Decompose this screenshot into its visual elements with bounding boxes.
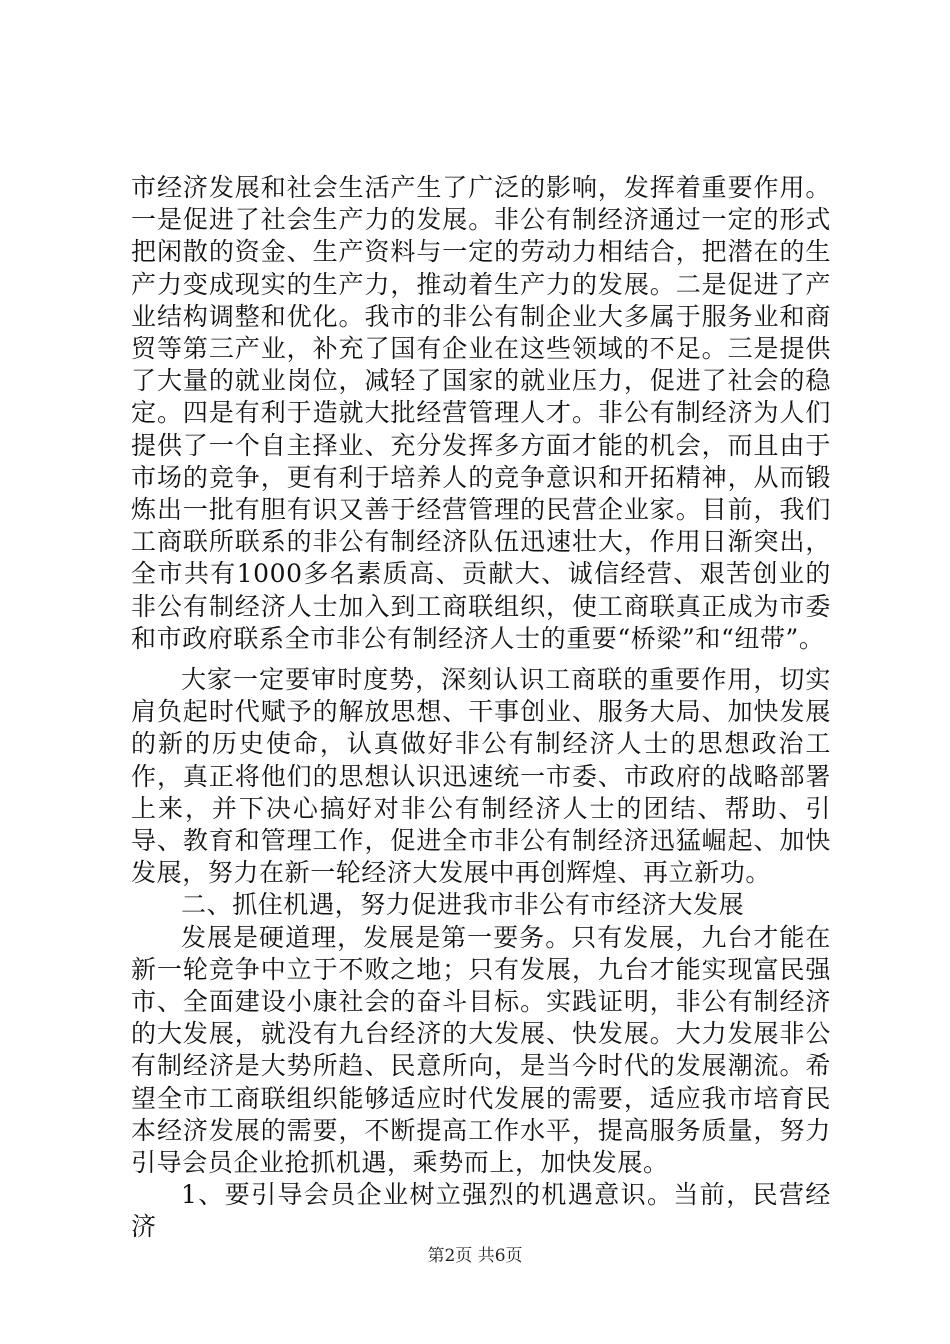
paragraph-development: 发展是硬道理，发展是第一要务。只有发展，九台才能在新一轮竞争中立于不败之地；只有发展，九台才能实现富民强市、全面建设小康社会的奋斗目标。实践证明，非公有制经济的大发展，就没有九台经济的大发展、快发展。大力发展非公有制经济是大势所趋、民意所向，是当今时代的发展潮流。希望全市工商联组织能够适应时代发展的需要，适应我市培育民本经济发展的需要，不断提高工作水平，提高服务质量，努力引导会员企业抢抓机遇，乘势而上，加快发展。	[131, 922, 831, 1178]
body-text-main	[131, 664, 831, 1244]
section-heading: 二、抓住机遇，努力促进我市非公有市经济大发展	[181, 890, 745, 920]
paragraph-importance: 大家一定要审时度势，深刻认识工商联的重要作用，切实肩负起时代赋予的解放思想、干事创业、服务大局、加快发展的新的历史使命，认真做好非公有制经济人士的思想政治工作，真正将他们的思想认识迅速统一市委、市政府的战略部署上来，并下决心搞好对非公有制经济人士的团结、帮助、引导、教育和管理工作，促进全市非公有制经济迅猛崛起、加快发展，努力在新一轮经济大发展中再创辉煌、再立新功。	[131, 665, 831, 888]
page-footer	[0, 1245, 950, 1267]
body-text-top	[131, 172, 831, 655]
paragraph-continuation: 市经济发展和社会生活产生了广泛的影响，发挥着重要作用。一是促进了社会生产力的发展。非公有制经济通过一定的形式把闲散的资金、生产资料与一定的劳动力相结合，把潜在的生产力变成现实的生产力，推动着生产力的发展。二是促进了产业结构调整和优化。我市的非公有制企业大多属于服务业和商贸等第三产业，补充了国有企业在这些领域的不足。三是提供了大量的就业岗位，减轻了国家的就业压力，促进了社会的稳定。四是有利于造就大批经营管理人才。非公有制经济为人们提供了一个自主择业、充分发挥多方面才能的机会，而且由于市场的竞争，更有利于培养人的竞争意识和开拓精神，从而锻炼出一批有胆有识又善于经营管理的民营企业家。目前，我们工商联所联系的非公有制经济队伍迅速壮大，作用日渐突出，全市共有1000多名素质高、贡献大、诚信经营、艰苦创业的非公有制经济人士加入到工商联组织，使工商联真正成为市委和市政府联系全市非公有制经济人士的重要“桥梁”和“纽带”。	[131, 173, 831, 653]
page-number: 第2页 共6页	[427, 1246, 523, 1266]
paragraph-point-1: 1、要引导会员企业树立强烈的机遇意识。当前，民营经济	[131, 1180, 831, 1242]
